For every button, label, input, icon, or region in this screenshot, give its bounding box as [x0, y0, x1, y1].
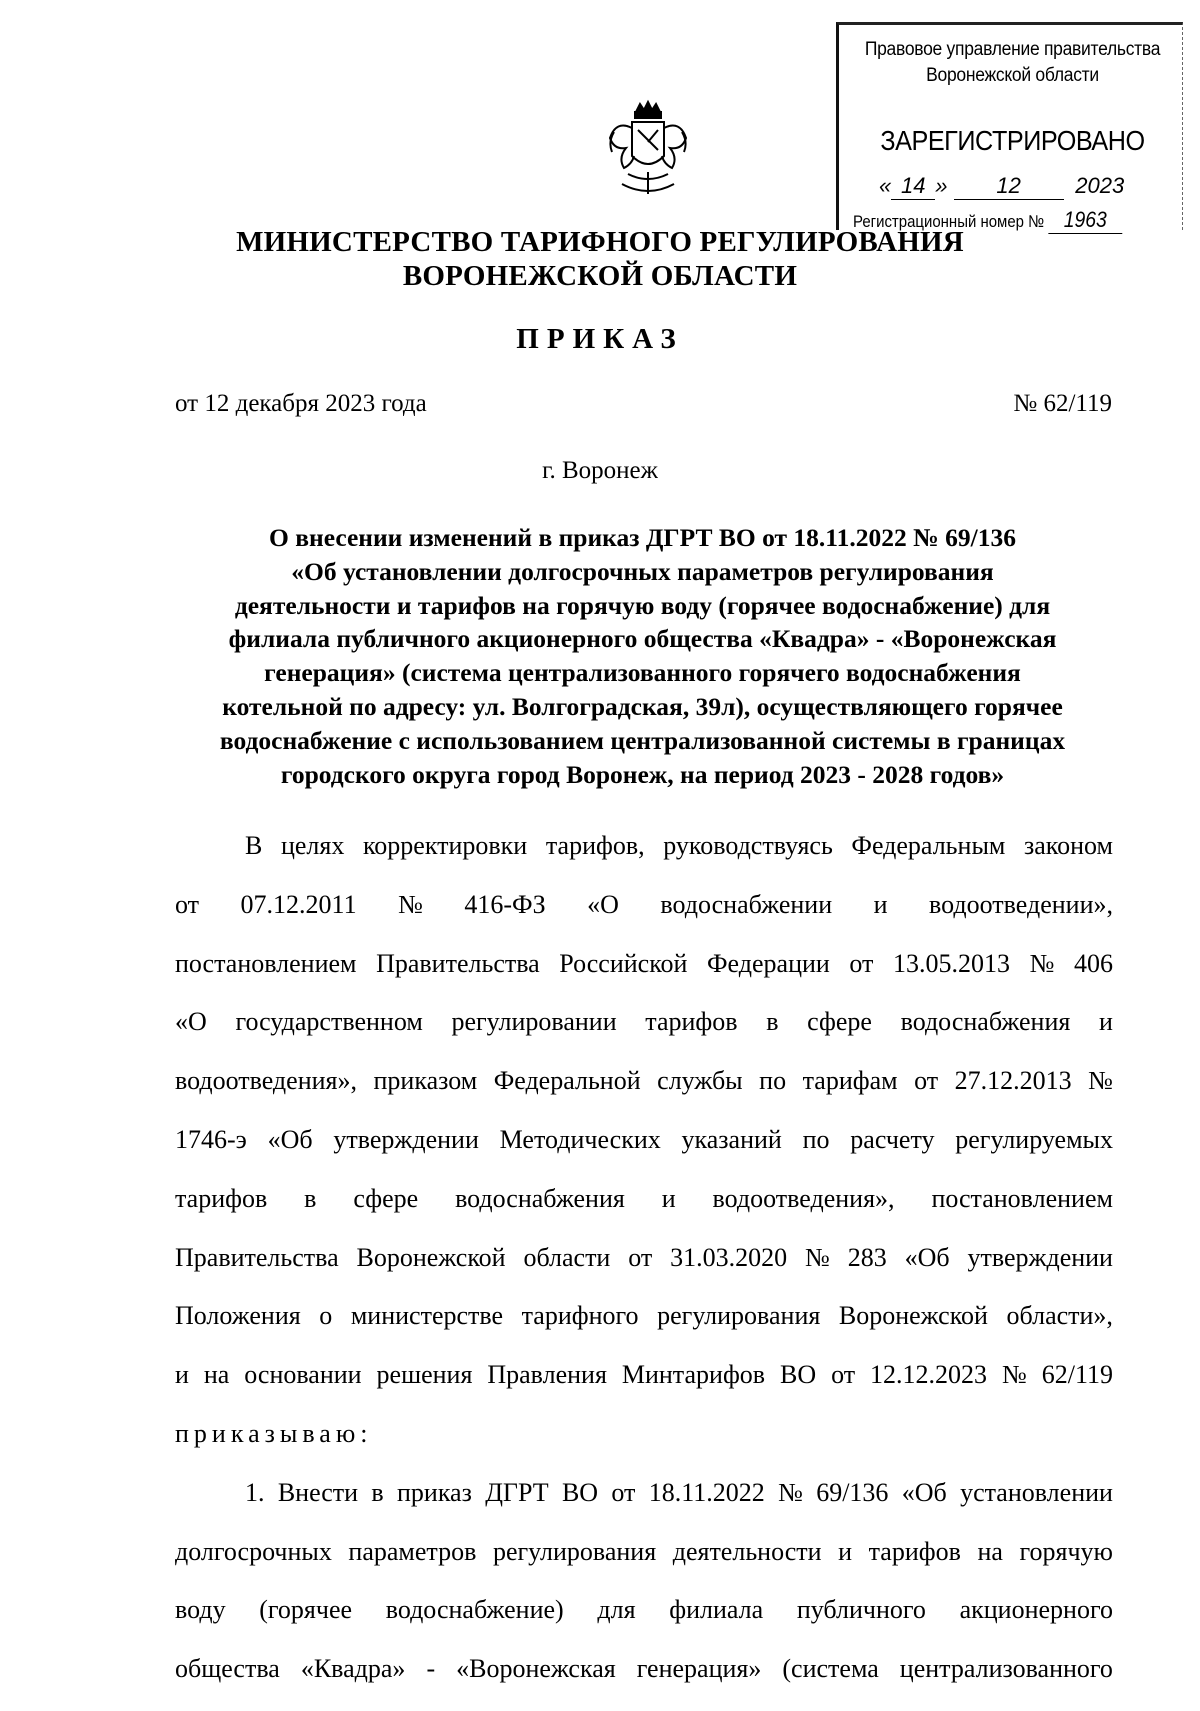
stamp-authority-line2: Воронежской области [926, 65, 1099, 86]
title-line: деятельности и тарифов на горячую воду (горячее водоснабжение) для [234, 590, 1051, 620]
body-line: Правительства Воронежской области от 31.03.2020 № 283 «Об утверждении [175, 1242, 1113, 1272]
body-line: постановлением Правительства Российской Федерации от 13.05.2013 № 406 [175, 948, 1113, 978]
order-number: № 62/119 [1013, 390, 1112, 417]
title-line: «Об установлении долгосрочных параметров регулирования [291, 556, 994, 586]
stamp-year: 2023 [1075, 173, 1125, 198]
order-date: от 12 декабря 2023 года [175, 390, 427, 417]
stamp-reg-value: 1963 [1048, 207, 1122, 234]
order-title [170, 521, 1115, 791]
stamp-day: 14 [891, 173, 935, 200]
registration-stamp [836, 22, 1183, 230]
body-line: тарифов в сфере водоснабжения и водоотведения», постановлением [175, 1183, 1113, 1213]
body-line: общества «Квадра» - «Воронежская генерация» (система централизованного [175, 1654, 1113, 1684]
body-line: долгосрочных параметров регулирования деятельности и тарифов на горячую [175, 1536, 1113, 1566]
city: г. Воронеж [542, 457, 658, 484]
title-line: О внесении изменений в приказ ДГРТ ВО от 18.11.2022 № 69/136 [269, 523, 1016, 552]
body-line: 1. Внести в приказ ДГРТ ВО от 18.11.2022 № 69/136 «Об установлении [245, 1477, 1113, 1507]
title-line: генерация» (система централизованного горячего водоснабжения [264, 658, 1021, 688]
document-type: ПРИКАЗ [516, 323, 684, 355]
body-line: от 07.12.2011 № 416-ФЗ «О водоснабжении и водоотведении», [175, 889, 1113, 919]
body-line: приказываю: [175, 1418, 373, 1448]
body-line: Положения о министерстве тарифного регулирования Воронежской области», [175, 1301, 1113, 1331]
title-line: котельной по адресу: ул. Волгоградская, 39л), осуществляющего горячее [222, 691, 1063, 721]
title-line: городского округа город Воронеж, на период 2023 - 2028 годов» [280, 759, 1005, 789]
body-line: воду (горячее водоснабжение) для филиала публичного акционерного [175, 1595, 1113, 1625]
order-body [175, 829, 1113, 1711]
title-line: водоснабжение с использованием централизованной системы в границах [219, 725, 1066, 755]
ministry-name-line1: МИНИСТЕРСТВО ТАРИФНОГО РЕГУЛИРОВАНИЯ [236, 226, 964, 258]
body-line: В целях корректировки тарифов, руководствуясь Федеральным законом [245, 831, 1113, 860]
ministry-name-line2: ВОРОНЕЖСКОЙ ОБЛАСТИ [402, 260, 798, 292]
body-line: 1746-э «Об утверждении Методических указаний по расчету регулируемых [175, 1124, 1113, 1154]
body-line: водоотведения», приказом Федеральной службы по тарифам от 27.12.2013 № [175, 1066, 1113, 1096]
stamp-authority-line1: Правовое управление правительства [864, 39, 1161, 60]
body-line: и на основании решения Правления Минтарифов ВО от 12.12.2023 № 62/119 [175, 1360, 1113, 1390]
stamp-date: « 14 » 12 2023 [879, 173, 1130, 200]
title-line: филиала публичного акционерного общества «Квадра» - «Воронежская [228, 624, 1057, 654]
stamp-reg-label: Регистрационный номер № [853, 212, 1045, 231]
body-line: «О государственном регулировании тарифов в сфере водоснабжения и [175, 1007, 1113, 1037]
coat-of-arms-icon [602, 98, 694, 202]
stamp-status: ЗАРЕГИСТРИРОВАНО [880, 125, 1145, 156]
stamp-month: 12 [954, 173, 1064, 200]
